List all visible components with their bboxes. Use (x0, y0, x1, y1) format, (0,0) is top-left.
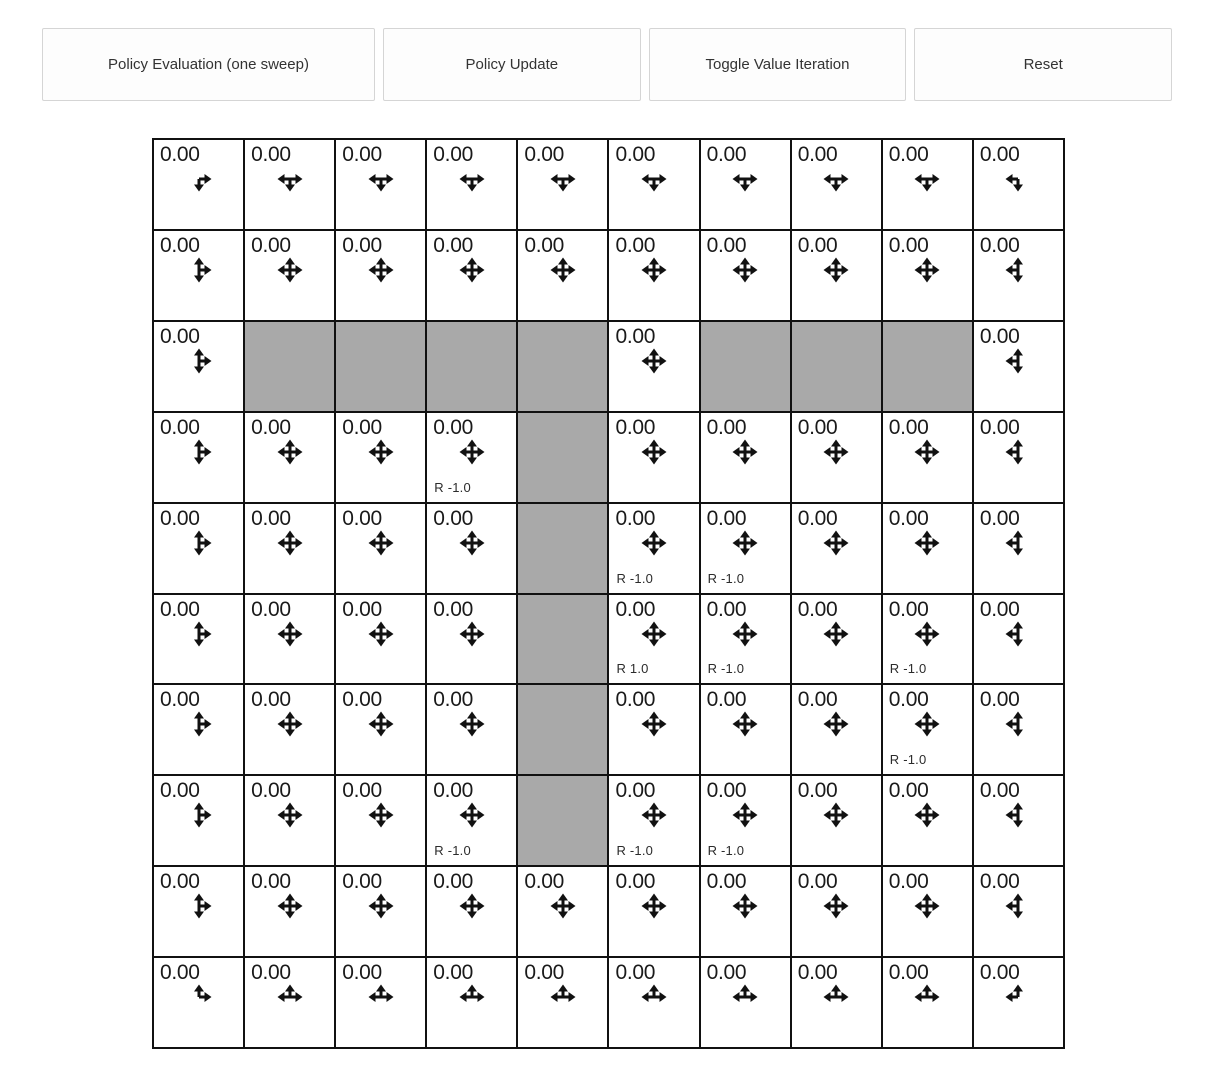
toggle-value-iteration-button[interactable]: Toggle Value Iteration (649, 28, 907, 101)
policy-arrows-icon (701, 257, 790, 283)
state-value: 0.00 (888, 506, 929, 530)
state-cell (608, 230, 699, 321)
policy-arrows-icon (427, 984, 516, 1010)
state-value: 0.00 (706, 961, 747, 985)
state-cell (153, 139, 244, 230)
state-value: 0.00 (797, 233, 838, 257)
state-cell (791, 866, 882, 957)
state-value: 0.00 (433, 597, 473, 621)
state-value: 0.00 (251, 870, 291, 894)
policy-arrows-icon (245, 893, 334, 919)
state-value: 0.00 (342, 870, 382, 894)
state-cell (335, 684, 426, 775)
policy-arrows-icon (792, 893, 881, 919)
state-value: 0.00 (433, 143, 473, 166)
state-cell (973, 503, 1064, 594)
reward-label: R -1.0 (616, 843, 654, 859)
state-value: 0.00 (615, 779, 656, 803)
state-value: 0.00 (979, 324, 1020, 348)
state-value: 0.00 (797, 506, 838, 530)
state-cell (244, 139, 335, 230)
policy-arrows-icon (518, 893, 607, 919)
policy-arrows-icon (518, 984, 607, 1010)
state-value: 0.00 (706, 506, 747, 530)
wall-cell (791, 321, 882, 412)
state-value: 0.00 (706, 143, 747, 166)
state-cell (882, 594, 973, 685)
state-value: 0.00 (524, 870, 565, 894)
policy-arrows-icon (883, 439, 972, 465)
state-value: 0.00 (160, 597, 200, 621)
state-cell (153, 866, 244, 957)
state-cell (700, 957, 791, 1048)
policy-arrows-icon (974, 530, 1063, 556)
policy-arrows-icon (701, 802, 790, 828)
policy-arrows-icon (245, 621, 334, 647)
policy-arrows-icon (245, 802, 334, 828)
policy-arrows-icon (883, 530, 972, 556)
state-cell (244, 503, 335, 594)
policy-arrows-icon (154, 984, 243, 1010)
state-cell (791, 957, 882, 1048)
state-value: 0.00 (342, 143, 382, 166)
state-value: 0.00 (706, 415, 747, 439)
state-value: 0.00 (888, 779, 929, 803)
wall-cell (517, 594, 608, 685)
policy-arrows-icon (336, 802, 425, 828)
policy-arrows-icon (974, 348, 1063, 374)
state-value: 0.00 (979, 233, 1020, 257)
state-value: 0.00 (615, 143, 656, 166)
policy-arrows-icon (609, 984, 698, 1010)
state-cell (791, 230, 882, 321)
policy-arrows-icon (427, 711, 516, 737)
state-value: 0.00 (706, 870, 747, 894)
state-value: 0.00 (797, 143, 838, 166)
state-cell (153, 321, 244, 412)
state-cell (882, 503, 973, 594)
policy-arrows-icon (883, 711, 972, 737)
state-cell (426, 230, 517, 321)
reward-label: R -1.0 (889, 752, 927, 768)
state-value: 0.00 (706, 597, 747, 621)
state-cell (791, 594, 882, 685)
policy-arrows-icon (974, 711, 1063, 737)
state-value: 0.00 (433, 961, 473, 985)
policy-arrows-icon (792, 439, 881, 465)
state-value: 0.00 (251, 597, 291, 621)
policy-arrows-icon (974, 621, 1063, 647)
toolbar (42, 28, 1172, 101)
state-value: 0.00 (160, 779, 200, 803)
reset-button[interactable]: Reset (914, 28, 1172, 101)
state-value: 0.00 (979, 506, 1020, 530)
state-value: 0.00 (433, 233, 473, 257)
state-value: 0.00 (615, 597, 656, 621)
state-cell (426, 412, 517, 503)
state-value: 0.00 (979, 779, 1020, 803)
policy-arrows-icon (883, 166, 972, 192)
state-cell (517, 230, 608, 321)
policy-arrows-icon (701, 984, 790, 1010)
policy-arrows-icon (792, 257, 881, 283)
state-value: 0.00 (433, 688, 473, 712)
state-cell (791, 503, 882, 594)
state-value: 0.00 (888, 870, 929, 894)
policy-arrows-icon (792, 711, 881, 737)
state-value: 0.00 (797, 870, 838, 894)
policy-arrows-icon (427, 257, 516, 283)
state-cell (882, 684, 973, 775)
reward-label: R -1.0 (707, 661, 745, 677)
policy-arrows-icon (701, 166, 790, 192)
state-value: 0.00 (433, 415, 473, 439)
state-cell (517, 957, 608, 1048)
reward-label: R -1.0 (434, 479, 471, 495)
state-cell (517, 866, 608, 957)
state-cell (335, 594, 426, 685)
gridworld-grid (152, 138, 1065, 1049)
policy-arrows-icon (336, 166, 425, 192)
state-value: 0.00 (615, 324, 656, 348)
state-cell (426, 139, 517, 230)
state-cell (244, 684, 335, 775)
state-cell (791, 139, 882, 230)
policy-arrows-icon (974, 166, 1063, 192)
state-cell (335, 866, 426, 957)
state-cell (335, 230, 426, 321)
policy-arrows-icon (245, 257, 334, 283)
reward-label: R -1.0 (707, 843, 745, 859)
wall-cell (244, 321, 335, 412)
state-value: 0.00 (888, 143, 929, 166)
state-cell (700, 684, 791, 775)
state-cell (517, 139, 608, 230)
state-value: 0.00 (160, 324, 200, 348)
policy-arrows-icon (609, 530, 698, 556)
policy-arrows-icon (245, 984, 334, 1010)
wall-cell (882, 321, 973, 412)
state-cell (700, 412, 791, 503)
policy-arrows-icon (701, 893, 790, 919)
policy-arrows-icon (336, 439, 425, 465)
state-value: 0.00 (797, 688, 838, 712)
state-cell (153, 503, 244, 594)
state-cell (426, 594, 517, 685)
policy-arrows-icon (792, 802, 881, 828)
state-value: 0.00 (342, 779, 382, 803)
state-value: 0.00 (342, 688, 382, 712)
policy-arrows-icon (154, 711, 243, 737)
state-value: 0.00 (888, 233, 929, 257)
policy-arrows-icon (974, 439, 1063, 465)
state-cell (973, 684, 1064, 775)
policy-arrows-icon (609, 439, 698, 465)
state-value: 0.00 (524, 961, 565, 985)
state-cell (973, 775, 1064, 866)
state-value: 0.00 (160, 415, 200, 439)
state-value: 0.00 (342, 961, 382, 985)
state-cell (973, 866, 1064, 957)
state-value: 0.00 (160, 233, 200, 257)
state-cell (426, 866, 517, 957)
policy-arrows-icon (154, 439, 243, 465)
state-cell (153, 412, 244, 503)
state-cell (426, 503, 517, 594)
policy-arrows-icon (701, 711, 790, 737)
state-value: 0.00 (797, 779, 838, 803)
policy-arrows-icon (883, 257, 972, 283)
state-cell (244, 594, 335, 685)
state-value: 0.00 (160, 870, 200, 894)
policy-arrows-icon (974, 802, 1063, 828)
policy-arrows-icon (427, 621, 516, 647)
policy-arrows-icon (245, 439, 334, 465)
policy-arrows-icon (609, 893, 698, 919)
state-cell (153, 230, 244, 321)
state-value: 0.00 (706, 688, 747, 712)
state-value: 0.00 (342, 415, 382, 439)
state-cell (608, 866, 699, 957)
wall-cell (335, 321, 426, 412)
state-cell (153, 594, 244, 685)
policy-arrows-icon (792, 166, 881, 192)
state-value: 0.00 (160, 143, 200, 166)
state-value: 0.00 (797, 961, 838, 985)
policy-arrows-icon (883, 893, 972, 919)
state-cell (791, 412, 882, 503)
policy-arrows-icon (518, 166, 607, 192)
policy-arrows-icon (427, 893, 516, 919)
policy-arrows-icon (154, 802, 243, 828)
policy-arrows-icon (336, 257, 425, 283)
state-value: 0.00 (342, 506, 382, 530)
state-cell (608, 957, 699, 1048)
policy-arrows-icon (336, 621, 425, 647)
policy-arrows-icon (701, 621, 790, 647)
state-cell (608, 503, 699, 594)
state-value: 0.00 (797, 415, 838, 439)
policy-arrows-icon (883, 984, 972, 1010)
state-cell (700, 775, 791, 866)
policy-arrows-icon (245, 530, 334, 556)
policy-arrows-icon (154, 257, 243, 283)
state-value: 0.00 (251, 415, 291, 439)
state-value: 0.00 (160, 961, 200, 985)
state-cell (791, 684, 882, 775)
state-cell (335, 775, 426, 866)
policy-evaluation-button[interactable]: Policy Evaluation (one sweep) (42, 28, 375, 101)
policy-arrows-icon (427, 166, 516, 192)
wall-cell (517, 503, 608, 594)
state-cell (335, 957, 426, 1048)
state-value: 0.00 (160, 688, 200, 712)
policy-arrows-icon (974, 893, 1063, 919)
state-value: 0.00 (251, 688, 291, 712)
policy-arrows-icon (792, 621, 881, 647)
state-value: 0.00 (979, 870, 1020, 894)
policy-arrows-icon (427, 802, 516, 828)
state-cell (153, 684, 244, 775)
state-value: 0.00 (888, 961, 929, 985)
state-cell (882, 230, 973, 321)
state-value: 0.00 (615, 233, 656, 257)
state-value: 0.00 (433, 506, 473, 530)
state-value: 0.00 (251, 779, 291, 803)
policy-arrows-icon (154, 166, 243, 192)
reward-label: R -1.0 (616, 570, 654, 586)
state-value: 0.00 (342, 233, 382, 257)
policy-arrows-icon (427, 439, 516, 465)
reward-label: R -1.0 (434, 843, 471, 859)
policy-arrows-icon (883, 621, 972, 647)
policy-update-button[interactable]: Policy Update (383, 28, 641, 101)
state-cell (608, 321, 699, 412)
policy-arrows-icon (609, 802, 698, 828)
state-value: 0.00 (979, 415, 1020, 439)
policy-arrows-icon (336, 984, 425, 1010)
state-cell (608, 594, 699, 685)
policy-arrows-icon (792, 984, 881, 1010)
policy-arrows-icon (154, 621, 243, 647)
policy-arrows-icon (701, 530, 790, 556)
state-value: 0.00 (979, 143, 1020, 166)
state-value: 0.00 (433, 779, 473, 803)
policy-arrows-icon (609, 621, 698, 647)
policy-arrows-icon (792, 530, 881, 556)
wall-cell (517, 684, 608, 775)
policy-arrows-icon (609, 166, 698, 192)
policy-arrows-icon (974, 257, 1063, 283)
wall-cell (700, 321, 791, 412)
state-cell (700, 866, 791, 957)
state-value: 0.00 (615, 506, 656, 530)
policy-arrows-icon (883, 802, 972, 828)
policy-arrows-icon (609, 257, 698, 283)
state-cell (244, 230, 335, 321)
state-value: 0.00 (706, 233, 747, 257)
state-cell (244, 775, 335, 866)
state-cell (244, 957, 335, 1048)
state-value: 0.00 (251, 143, 291, 166)
policy-arrows-icon (154, 530, 243, 556)
state-cell (153, 957, 244, 1048)
state-cell (973, 321, 1064, 412)
state-cell (882, 412, 973, 503)
state-cell (608, 412, 699, 503)
state-value: 0.00 (888, 597, 929, 621)
state-value: 0.00 (615, 870, 656, 894)
state-cell (153, 775, 244, 866)
state-value: 0.00 (615, 688, 656, 712)
policy-arrows-icon (336, 530, 425, 556)
state-cell (426, 684, 517, 775)
state-value: 0.00 (433, 870, 473, 894)
state-value: 0.00 (342, 597, 382, 621)
state-cell (973, 230, 1064, 321)
state-value: 0.00 (251, 506, 291, 530)
wall-cell (517, 412, 608, 503)
wall-cell (517, 775, 608, 866)
reward-label: R -1.0 (707, 570, 745, 586)
state-cell (882, 139, 973, 230)
reward-label: R 1.0 (616, 661, 649, 677)
policy-arrows-icon (154, 348, 243, 374)
policy-arrows-icon (245, 166, 334, 192)
state-value: 0.00 (160, 506, 200, 530)
state-cell (973, 594, 1064, 685)
policy-arrows-icon (701, 439, 790, 465)
state-cell (700, 230, 791, 321)
state-value: 0.00 (979, 688, 1020, 712)
state-cell (335, 139, 426, 230)
state-cell (973, 412, 1064, 503)
state-cell (700, 139, 791, 230)
state-cell (882, 866, 973, 957)
policy-arrows-icon (974, 984, 1063, 1010)
policy-arrows-icon (336, 893, 425, 919)
state-cell (973, 957, 1064, 1048)
state-cell (882, 957, 973, 1048)
state-value: 0.00 (888, 688, 929, 712)
wall-cell (426, 321, 517, 412)
policy-arrows-icon (609, 348, 698, 374)
state-cell (244, 412, 335, 503)
state-cell (973, 139, 1064, 230)
state-value: 0.00 (524, 143, 565, 166)
policy-arrows-icon (245, 711, 334, 737)
state-value: 0.00 (615, 961, 656, 985)
state-value: 0.00 (615, 415, 656, 439)
state-value: 0.00 (797, 597, 838, 621)
state-value: 0.00 (524, 233, 565, 257)
state-cell (608, 684, 699, 775)
state-value: 0.00 (979, 961, 1020, 985)
state-cell (426, 775, 517, 866)
state-cell (700, 503, 791, 594)
state-cell (244, 866, 335, 957)
state-value: 0.00 (706, 779, 747, 803)
state-cell (335, 412, 426, 503)
state-value: 0.00 (251, 233, 291, 257)
state-cell (882, 775, 973, 866)
state-cell (608, 775, 699, 866)
policy-arrows-icon (427, 530, 516, 556)
wall-cell (517, 321, 608, 412)
state-cell (608, 139, 699, 230)
state-value: 0.00 (251, 961, 291, 985)
state-cell (426, 957, 517, 1048)
state-cell (791, 775, 882, 866)
reward-label: R -1.0 (889, 661, 927, 677)
policy-arrows-icon (154, 893, 243, 919)
policy-arrows-icon (518, 257, 607, 283)
policy-arrows-icon (609, 711, 698, 737)
state-value: 0.00 (888, 415, 929, 439)
state-value: 0.00 (979, 597, 1020, 621)
state-cell (335, 503, 426, 594)
state-cell (700, 594, 791, 685)
policy-arrows-icon (336, 711, 425, 737)
